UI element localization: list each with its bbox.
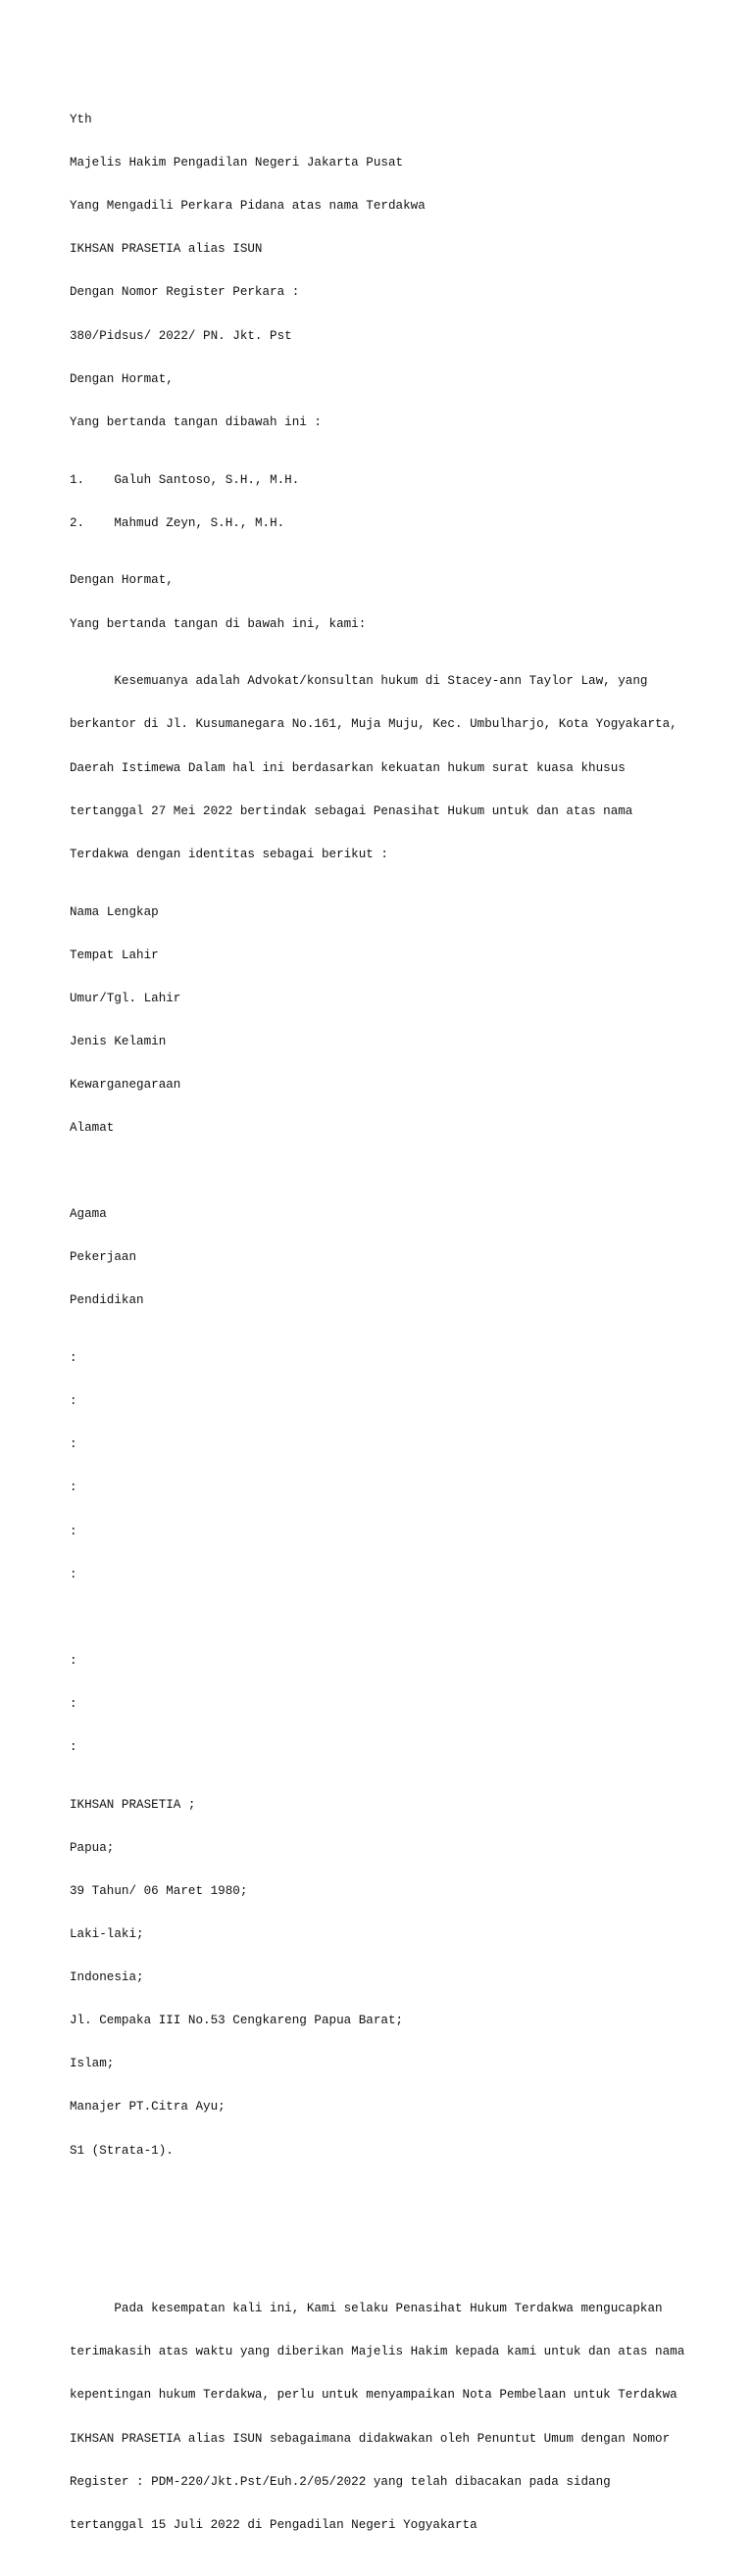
blank-line xyxy=(70,1611,697,1626)
intro-paragraph-line: Terdakwa dengan identitas sebagai berikut : xyxy=(70,847,388,861)
identity-colon: : xyxy=(70,1524,77,1538)
signatory-item xyxy=(70,473,697,488)
blank-line xyxy=(70,2201,697,2215)
identity-label: Nama Lengkap xyxy=(70,904,159,919)
register-label: Dengan Nomor Register Perkara : xyxy=(70,285,300,300)
identity-colon: : xyxy=(70,1567,77,1581)
identity-label: Pendidikan xyxy=(70,1293,144,1308)
identity-label: Tempat Lahir xyxy=(70,948,159,962)
defendant-alias: IKHSAN PRASETIA alias ISUN xyxy=(70,242,263,257)
blank-line xyxy=(70,2244,697,2259)
identity-label: Kewarganegaraan xyxy=(70,1077,181,1092)
register-number: 380/Pidsus/ 2022/ PN. Jkt. Pst xyxy=(70,328,292,343)
identity-value: Indonesia; xyxy=(70,1970,144,1985)
blank-line xyxy=(70,1164,697,1179)
signed-intro: Yang bertanda tangan dibawah ini : xyxy=(70,414,322,429)
closing-paragraph-line: kepentingan hukum Terdakwa, perlu untuk menyampaikan Nota Pembelaan untuk Terdakwa xyxy=(70,2388,678,2403)
intro-paragraph-line: Daerah Istimewa Dalam hal ini berdasarkan kekuatan hukum surat kuasa khusus xyxy=(70,760,626,775)
intro-paragraph-line: berkantor di Jl. Kusumanegara No.161, Muja Muju, Kec. Umbulharjo, Kota Yogyakarta, xyxy=(70,717,678,732)
identity-colon: : xyxy=(70,1740,77,1754)
identity-value: Laki-laki; xyxy=(70,1927,144,1942)
identity-colon: : xyxy=(70,1653,77,1668)
identity-colon: : xyxy=(70,1394,77,1409)
identity-label: Umur/Tgl. Lahir xyxy=(70,991,181,1005)
identity-value: Manajer PT.Citra Ayu; xyxy=(70,2100,226,2114)
identity-value: 39 Tahun/ 06 Maret 1980; xyxy=(70,1883,248,1898)
closing-paragraph-line: IKHSAN PRASETIA alias ISUN sebagaimana didakwakan oleh Penuntut Umum dengan Nomor xyxy=(70,2431,671,2446)
identity-label: Pekerjaan xyxy=(70,1250,137,1265)
addressee-court: Majelis Hakim Pengadilan Negeri Jakarta Pusat xyxy=(70,156,404,170)
identity-value: Islam; xyxy=(70,2057,115,2071)
identity-label: Jenis Kelamin xyxy=(70,1034,167,1048)
document-body xyxy=(70,70,697,2576)
identity-value: S1 (Strata-1). xyxy=(70,2143,174,2158)
identity-colon: : xyxy=(70,1351,77,1366)
signatory-name: Galuh Santoso, S.H., M.H. xyxy=(114,472,300,487)
identity-label: Alamat xyxy=(70,1120,115,1135)
intro-paragraph-line: tertanggal 27 Mei 2022 bertindak sebagai Penasihat Hukum untuk dan atas nama xyxy=(70,803,633,818)
signatory-item xyxy=(70,516,697,531)
identity-value: Jl. Cempaka III No.53 Cengkareng Papua Barat; xyxy=(70,2014,404,2028)
identity-colon: : xyxy=(70,1696,77,1711)
closing-paragraph-line: tertanggal 15 Juli 2022 di Pengadilan Negeri Yogyakarta xyxy=(70,2517,477,2532)
closing-paragraph-line: Register : PDM-220/Jkt.Pst/Euh.2/05/2022 yang telah dibacakan pada sidang xyxy=(70,2474,611,2489)
greeting: Dengan Hormat, xyxy=(70,573,174,588)
closing-paragraph-line: terimakasih atas waktu yang diberikan Majelis Hakim kepada kami untuk dan atas nama xyxy=(70,2345,685,2359)
identity-colon: : xyxy=(70,1481,77,1495)
signatory-name: Mahmud Zeyn, S.H., M.H. xyxy=(114,515,285,530)
identity-colon: : xyxy=(70,1437,77,1452)
identity-label: Agama xyxy=(70,1207,107,1222)
identity-value: IKHSAN PRASETIA ; xyxy=(70,1797,196,1812)
closing-paragraph-line: Pada kesempatan kali ini, Kami selaku Penasihat Hukum Terdakwa mengucapkan xyxy=(70,2302,663,2316)
intro-paragraph-line: Kesemuanya adalah Advokat/konsultan hukum di Stacey-ann Taylor Law, yang xyxy=(70,674,648,689)
signatory-number: 2. xyxy=(70,515,85,530)
salutation-yth: Yth xyxy=(70,113,92,127)
signed-intro: Yang bertanda tangan di bawah ini, kami: xyxy=(70,616,367,631)
addressee-case: Yang Mengadili Perkara Pidana atas nama Terdakwa xyxy=(70,199,426,214)
greeting: Dengan Hormat, xyxy=(70,371,174,386)
identity-value: Papua; xyxy=(70,1840,115,1855)
signatory-number: 1. xyxy=(70,472,85,487)
